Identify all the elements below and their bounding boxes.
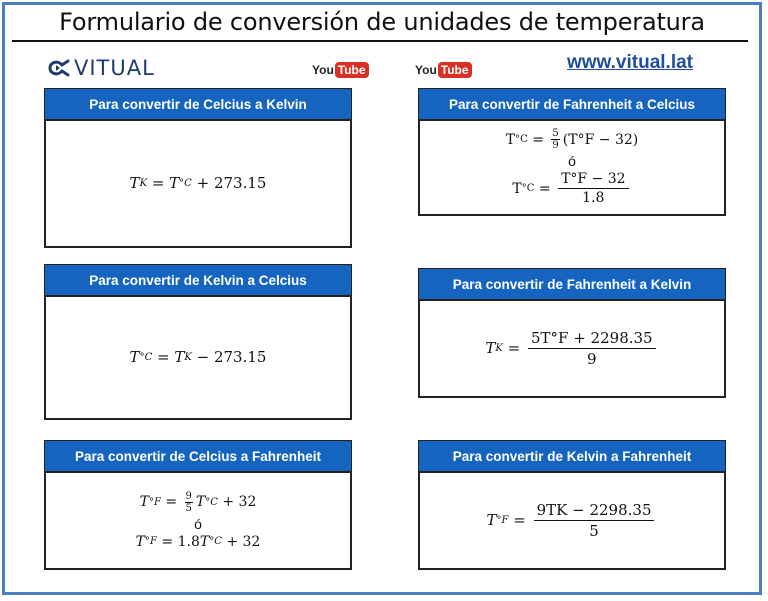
card-title: Para convertir de Kelvin a Fahrenheit (419, 441, 725, 473)
formula-f-to-c: T °C = $\frac{5}{9}$ (T°F − 32) ó T °C = $\frac{T^\circ F - 32}{1.8}$ (505, 128, 639, 206)
card-title: Para convertir de Fahrenheit a Celcius (419, 89, 725, 121)
formula-c-to-f: T °F = $\frac{9}{5}$ T °C + 32 ó T °F = 1.8 T °C + 32 (135, 490, 261, 550)
card-title: Para convertir de Celcius a Fahrenheit (45, 441, 351, 473)
youtube-you: You (312, 63, 334, 77)
card-fahrenheit-to-celcius (418, 88, 726, 216)
card-celcius-to-kelvin (44, 88, 352, 248)
formula-k-to-f: T °F = $\frac{9TK - 2298.35}{5}$ (420, 472, 724, 568)
youtube-link-left[interactable] (312, 62, 369, 78)
card-title: Para convertir de Fahrenheit a Kelvin (419, 269, 725, 301)
logo-text: VITUAL (74, 56, 155, 80)
youtube-tube: Tube (335, 62, 369, 78)
vitual-logo (48, 56, 155, 80)
card-title: Para convertir de Kelvin a Celcius (45, 265, 351, 297)
card-fahrenheit-to-kelvin (418, 268, 726, 398)
card-celcius-to-fahrenheit (44, 440, 352, 570)
formula-c-to-k: T K = T °C + 273.15 (129, 174, 267, 192)
youtube-you: You (415, 63, 437, 77)
website-link[interactable]: www.vitual.lat (567, 52, 693, 73)
page-title: Formulario de conversión de unidades de temperatura (59, 8, 705, 36)
card-title: Para convertir de Celcius a Kelvin (45, 89, 351, 121)
title-underline (12, 40, 748, 42)
youtube-link-right[interactable] (415, 62, 472, 78)
youtube-tube: Tube (438, 62, 472, 78)
vitual-logo-icon (48, 59, 70, 77)
card-kelvin-to-celcius (44, 264, 352, 420)
card-kelvin-to-fahrenheit (418, 440, 726, 570)
formula-k-to-c: T °C = T K − 273.15 (129, 348, 267, 366)
formula-f-to-k: T K = $\frac{5T^\circ F + 2298.35}{9}$ (420, 300, 724, 396)
